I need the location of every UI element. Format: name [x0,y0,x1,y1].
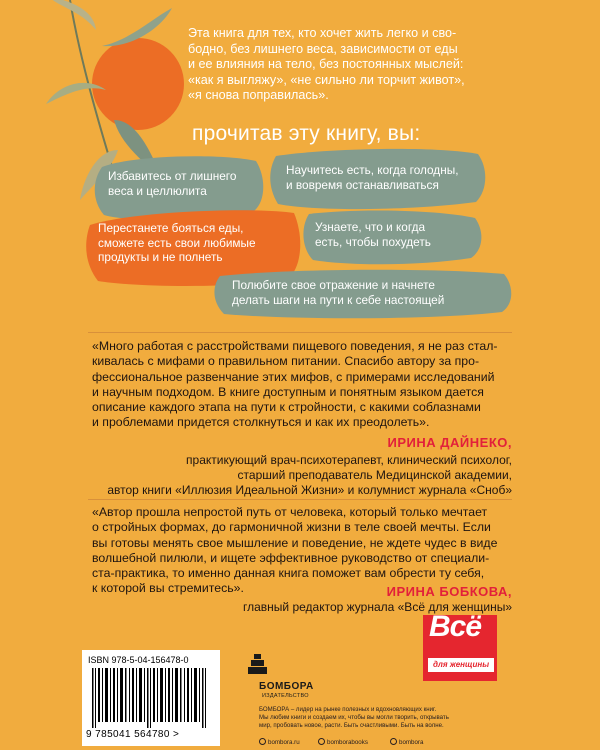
divider [88,499,512,500]
publisher-name: БОМБОРА [259,681,314,692]
publisher-blurb: БОМБОРА – лидер на рынке полезных и вдохновляющих книг. Мы любим книги и создаем их, чтобы вы могли творить, открывать мир, пробовать новое, расти. Быть счастливыми. Быть на волне. [259,706,449,730]
intro-paragraph: Эта книга для тех, кто хочет жить легко и сво- бодно, без лишнего веса, зависимости от еды и ее влияния на тело, без постоянных мыслей: «как я выгляжу», «не сильно ли торчит живот», «я снова поправилась». [188,26,465,102]
barcode-digits: 9 785041 564780 > [86,729,180,740]
testimonial-author-2: ИРИНА БОБКОВА, [386,584,512,599]
globe-icon [259,738,266,745]
benefits-headline: прочитав эту книгу, вы: [192,122,421,145]
isbn-number: ISBN 978-5-04-156478-0 [88,655,189,665]
testimonial-author-1: ИРИНА ДАЙНЕКО, [387,435,512,450]
benefit-bubble-hunger: Научитесь есть, когда голодны, и вовремя останавливаться [268,146,486,210]
instagram-icon [390,738,397,745]
divider [88,332,512,333]
testimonial-quote-2: «Автор прошла непростой путь от человека, который только мечтает о стройных формах, до гармоничной жизни в теле своей мечты. Если вы готовы менять свое мышление и поведение, не ждете чудес в виде волшебной пилюли, и ищете эффективное руководство от специали- ста-практика, то именно данная книга поможет вам обрести ту себя, к которой вы стремитесь». [92,505,498,596]
testimonial-quote-1: «Много работая с расстройствами пищевого поведения, я не раз стал- кивалась с мифами о правильном питании. Спасибо автору за про- фессиональное развенчание этих мифов, с примерами исследований и научным подходом. В книге доступным и понятным языком дается описание каждого этапа на пути к стройности, с какими соблазнами и проблемами придется столкнуться и как их преодолеть». [92,339,498,430]
vk-icon [318,738,325,745]
bombora-logo-icon [245,652,275,680]
benefit-bubble-reflection: Полюбите свое отражение и начнете делать шаги на пути к себе настоящей [212,268,512,318]
benefit-bubble-when-to-eat: Узнаете, что и когда есть, чтобы похудеть [299,208,483,264]
social-instagram: bombora [390,738,423,746]
testimonial-credentials-1: практикующий врач-психотерапевт, клинический психолог, старший преподаватель Медицинской академии, автор книги «Иллюзия Идеальной Жизни» и колумнист журнала «Сноб» [107,453,512,497]
social-vk: bomborabooks [318,738,368,746]
magazine-logo-subtitle: для женщины [428,658,494,672]
social-site: bombora.ru [259,738,300,746]
barcode-bars [92,668,210,728]
benefit-bubble-weight: Избавитесь от лишнего веса и целлюлита [92,153,264,221]
magazine-logo-title: Всё [429,610,482,643]
publisher-subtitle: ИЗДАТЕЛЬСТВО [262,693,309,699]
benefit-bubble-food: Перестанете бояться еды, сможете есть свои любимые продукты и не полнеть [84,207,302,287]
testimonial-credentials-2: главный редактор журнала «Всё для женщины» [242,600,512,614]
